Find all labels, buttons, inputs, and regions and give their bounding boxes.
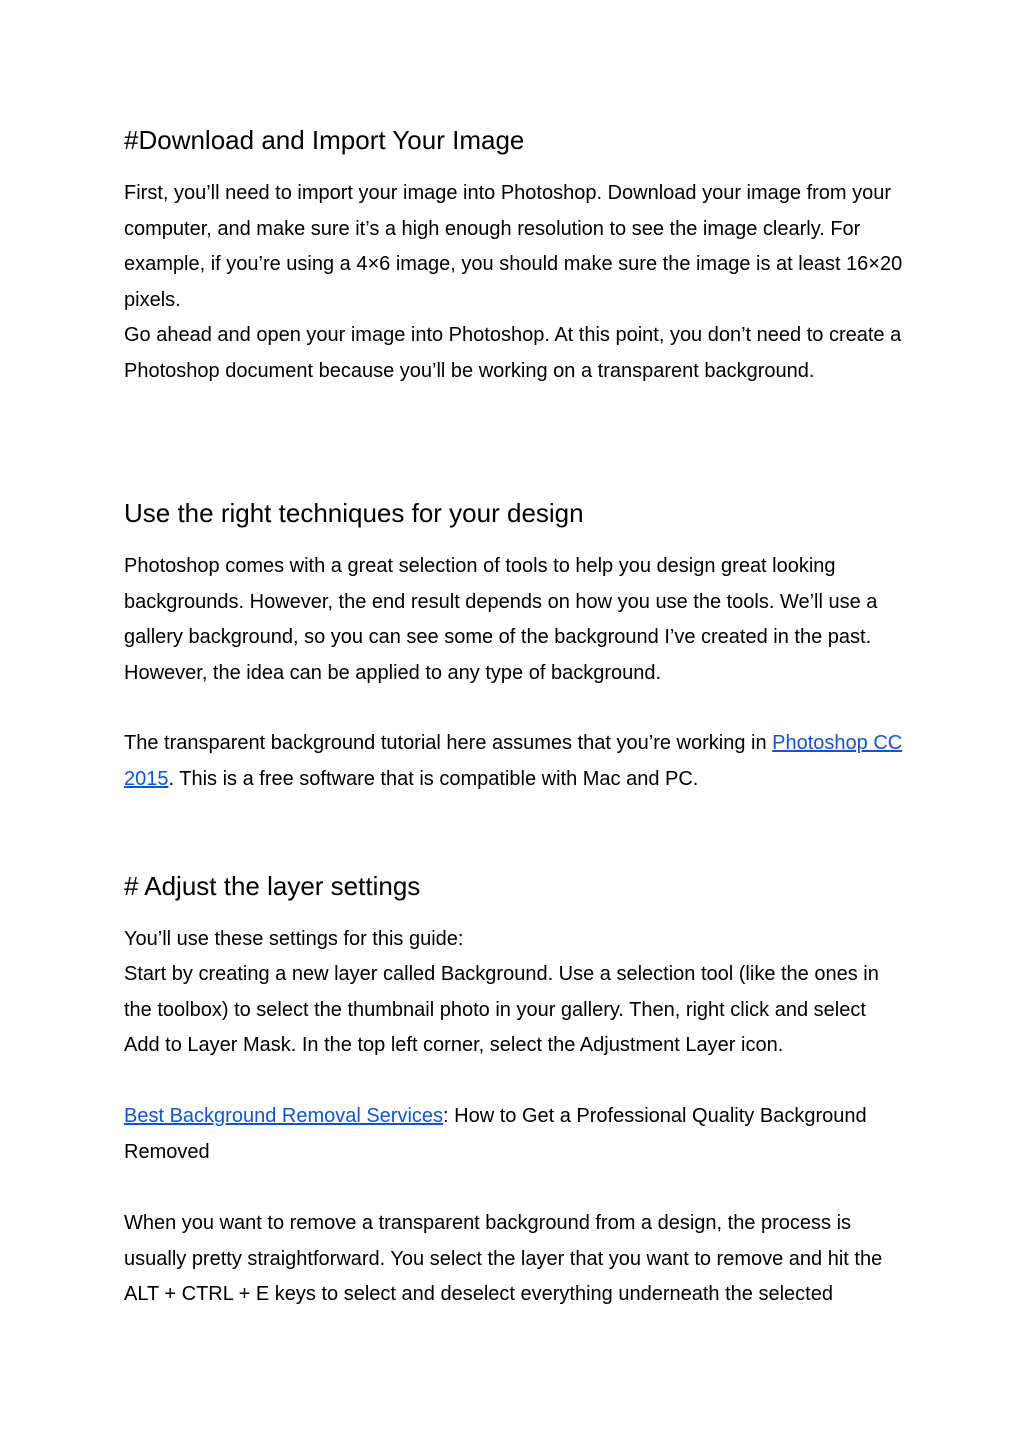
section-heading-right-techniques: Use the right techniques for your design <box>124 498 584 528</box>
removal-services-text: : How to Get a Professional Quality Background Removed <box>124 1105 867 1163</box>
paragraph-photoshop-tools: Photoshop comes with a great selection of tools to help you design great looking backgrounds. However, the end result depends on how you use the tools. We’ll use a gallery background, so you can see some of the background I’ve created in the past. However, the idea can be applied to any type of background. <box>124 555 878 684</box>
section-heading-layer-settings: # Adjust the layer settings <box>124 871 421 901</box>
photoshop-cc-2015-link[interactable]: Photoshop CC 2015 <box>124 732 903 790</box>
paragraph-tutorial-assumption <box>124 726 904 797</box>
paragraph-import-image: First, you’ll need to import your image into Photoshop. Download your image from your computer, and make sure it’s a high enough resolution to see the image clearly. For example, if you’re using a 4×6 image, you should make sure the image is at least 16×20 pixels. <box>124 182 903 311</box>
paragraph-open-image: Go ahead and open your image into Photoshop. At this point, you don’t need to create a Photoshop document because you’ll be working on a transparent background. <box>124 324 902 382</box>
tutorial-text-after: . This is a free software that is compatible with Mac and PC. <box>168 767 699 790</box>
tutorial-text-before: The transparent background tutorial here assumes that you’re working in <box>124 732 773 754</box>
best-background-removal-services-link[interactable]: Best Background Removal Services <box>124 1105 444 1127</box>
paragraph-removal-services <box>124 1099 904 1170</box>
paragraph-settings-intro: You’ll use these settings for this guide: <box>124 928 464 950</box>
section-heading-download-import: #Download and Import Your Image <box>124 125 525 155</box>
paragraph-new-layer: Start by creating a new layer called Background. Use a selection tool (like the ones in the toolbox) to select the thumbnail photo in your gallery. Then, right click and select Add to Layer Mask. In the top left corner, select the Adjustment Layer icon. <box>124 963 879 1056</box>
paragraph-remove-transparent: When you want to remove a transparent background from a design, the process is usually pretty straightforward. You select the layer that you want to remove and hit the ALT + CTRL + E keys to select and deselect everything underneath the selected <box>124 1212 883 1305</box>
